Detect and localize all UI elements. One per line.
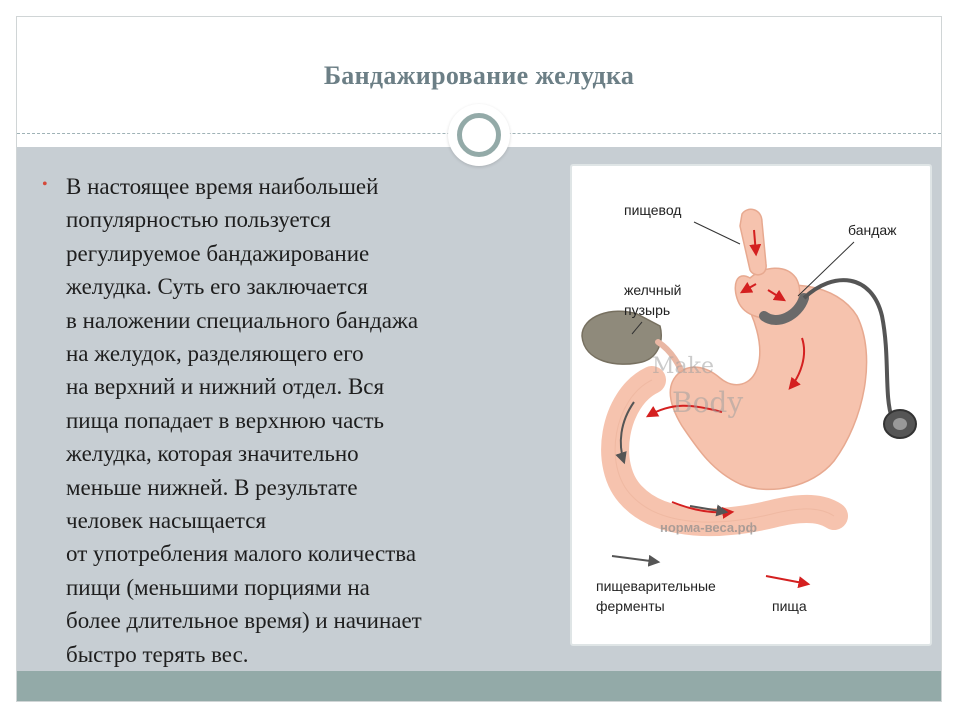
label-enzymes-line1: пищеварительные bbox=[596, 578, 716, 594]
label-food: пища bbox=[772, 598, 807, 614]
body-text bbox=[42, 170, 542, 671]
slide-title: Бандажирование желудка bbox=[323, 61, 635, 90]
body-line: В настоящее время наибольшей bbox=[66, 174, 379, 199]
band-port-inner bbox=[893, 418, 907, 430]
body-line: на желудок, разделяющего его bbox=[66, 341, 364, 367]
label-gallbladder-line2: пузырь bbox=[624, 302, 671, 318]
body-line: популярностью пользуется bbox=[66, 207, 331, 233]
body-line: от употребления малого количества bbox=[66, 541, 417, 567]
body-line: человек насыщается bbox=[66, 508, 267, 534]
body-line: желудка. Суть его заключается bbox=[66, 274, 368, 300]
label-esophagus: пищевод bbox=[624, 202, 682, 218]
label-gallbladder-line1: желчный bbox=[624, 282, 682, 298]
ring-icon bbox=[457, 113, 501, 157]
watermark-line2: Body bbox=[672, 386, 744, 419]
body-line: пищи (меньшими порциями на bbox=[66, 574, 370, 600]
body-line: меньше нижней. В результате bbox=[66, 474, 358, 500]
footer-band bbox=[17, 671, 941, 701]
body-line: регулируемое бандажирование bbox=[66, 240, 370, 266]
body-line: более длительное время) и начинает bbox=[66, 608, 422, 634]
legend-food-arrow bbox=[766, 576, 808, 584]
stomach-band-figure bbox=[570, 164, 932, 646]
body-line: пища попадает в верхнюю часть bbox=[66, 407, 385, 433]
watermark-site: норма-веса.рф bbox=[660, 520, 757, 535]
label-band: бандаж bbox=[848, 222, 897, 238]
esophagus-shape bbox=[740, 209, 766, 274]
body-line: быстро терять вес. bbox=[66, 641, 249, 667]
body-line: на верхний и нижний отдел. Вся bbox=[66, 374, 385, 400]
watermark-line1: Make bbox=[652, 354, 714, 379]
circle-ornament-icon bbox=[448, 104, 510, 166]
body-line: желудка, которая значительно bbox=[66, 441, 359, 467]
body-line: в наложении специального бандажа bbox=[66, 307, 419, 333]
text-lines bbox=[66, 170, 542, 671]
gallbladder-shape bbox=[582, 311, 661, 364]
band-leader bbox=[798, 242, 854, 296]
legend-enzyme-arrow bbox=[612, 556, 658, 562]
bullet-icon: • bbox=[42, 176, 48, 193]
label-enzymes-line2: ферменты bbox=[596, 598, 665, 614]
esophagus-leader bbox=[694, 222, 740, 244]
